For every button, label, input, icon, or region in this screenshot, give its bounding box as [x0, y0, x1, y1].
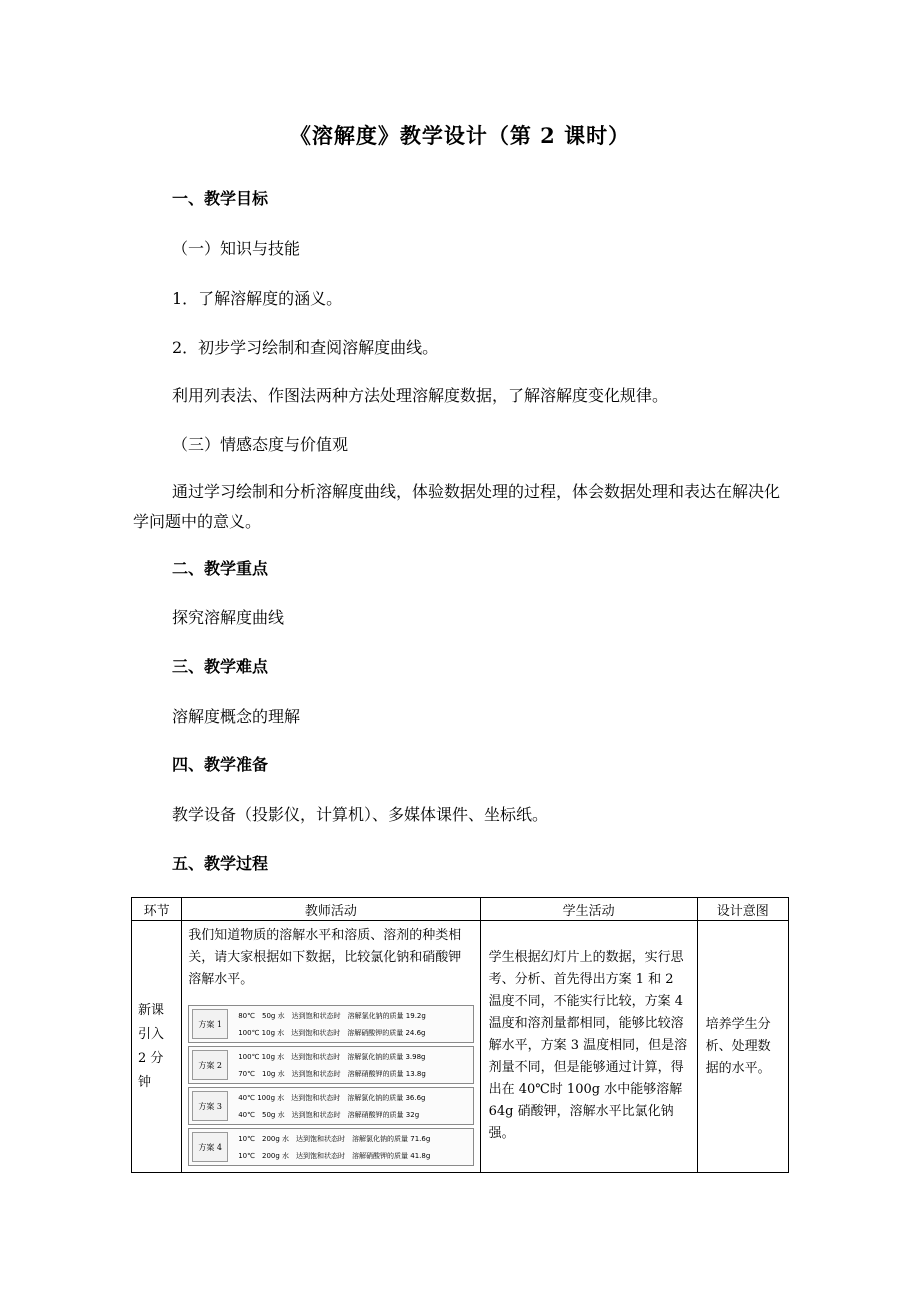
plan-label: 方案 3: [192, 1091, 228, 1121]
difficulties-body: 溶解度概念的理解: [172, 707, 301, 726]
plan-box-2: [188, 1046, 473, 1084]
plan-data-row: 100℃ 10g 水 达到饱和状态时 溶解氯化钠的质量 3.98g: [238, 1052, 426, 1061]
document-title: 《溶解度》教学设计（第 2 课时）: [289, 123, 631, 148]
method-line: 利用列表法、作图法两种方法处理溶解度数据，了解溶解度变化规律。: [172, 386, 669, 405]
goal-item-1: 1．了解溶解度的涵义。: [172, 289, 343, 308]
preparation-body: 教学设备（投影仪，计算机）、多媒体课件、坐标纸。: [172, 805, 549, 824]
subheading-knowledge-skills: （一）知识与技能: [172, 239, 301, 258]
plan-data-row: 10℃ 200g 水 达到饱和状态时 溶解氯化钠的质量 71.6g: [238, 1134, 431, 1143]
header-stage: 环节: [132, 898, 182, 921]
design-intent-cell: 培养学生分析、处理数据的水平。: [697, 921, 788, 1173]
plan-label: 方案 4: [192, 1132, 228, 1162]
plan-data-row: 100℃ 10g 水 达到饱和状态时 溶解硝酸钾的质量 24.6g: [238, 1028, 426, 1037]
plan-label: 方案 2: [192, 1050, 228, 1080]
teacher-activity-text: 我们知道物质的溶解水平和溶质、溶剂的种类相关，请大家根据如下数据，比较氯化钠和硝酸钾溶解水平。: [188, 928, 462, 987]
stage-cell: 新课引入 2 分钟: [132, 921, 182, 1173]
table-row: [132, 921, 789, 1173]
plan-data-row: 80℃ 50g 水 达到饱和状态时 溶解氯化钠的质量 19.2g: [238, 1011, 426, 1020]
plans-figure: [188, 1005, 473, 1166]
heading-teaching-goals: 一、教学目标: [172, 189, 269, 208]
header-student-activity: 学生活动: [480, 898, 697, 921]
plan-data-row: 40℃ 50g 水 达到饱和状态时 溶解硝酸钾的质量 32g: [238, 1110, 420, 1119]
student-activity-cell: [480, 921, 697, 1173]
heading-teaching-process: 五、教学过程: [172, 854, 269, 873]
header-teacher-activity: 教师活动: [182, 898, 480, 921]
plan-data-row: 10℃ 200g 水 达到饱和状态时 溶解硝酸钾的质量 41.8g: [238, 1151, 431, 1160]
key-points-body: 探究溶解度曲线: [172, 608, 285, 627]
plan-data-row: 70℃ 10g 水 达到饱和状态时 溶解硝酸钾的质量 13.8g: [238, 1069, 426, 1078]
teacher-activity-cell: [182, 921, 480, 1173]
plan-box-4: [188, 1128, 473, 1166]
heading-difficulties: 三、教学难点: [172, 657, 269, 676]
subheading-emotion-values: （三）情感态度与价值观: [172, 435, 349, 454]
header-design-intent: 设计意图: [697, 898, 788, 921]
student-activity-text: 学生根据幻灯片上的数据，实行思考、分析、首先得出方案 1 和 2 温度不同，不能实行比较，方案 4 温度和溶剂量都相同，能够比较溶解水平，方案 3 温度相同，但是溶剂量不同，但是能够通过计算，得出在 40℃时 100g 水中能够溶解 64g 硝酸钾，溶解水平比氯化钠强。: [488, 950, 688, 1141]
plan-label: 方案 1: [192, 1009, 228, 1039]
table-header-row: [132, 898, 789, 921]
plan-data-row: 40℃ 100g 水 达到饱和状态时 溶解氯化钠的质量 36.6g: [238, 1093, 426, 1102]
plan-box-1: [188, 1005, 473, 1043]
plan-box-3: [188, 1087, 473, 1125]
heading-preparation: 四、教学准备: [172, 755, 269, 774]
heading-key-points: 二、教学重点: [172, 559, 269, 578]
teaching-process-table: [131, 897, 789, 1173]
goal-item-2: 2．初步学习绘制和查阅溶解度曲线。: [172, 338, 439, 357]
emotion-paragraph: 通过学习绘制和分析溶解度曲线，体验数据处理的过程，体会数据处理和表达在解决化学问题中的意义。: [133, 482, 781, 531]
